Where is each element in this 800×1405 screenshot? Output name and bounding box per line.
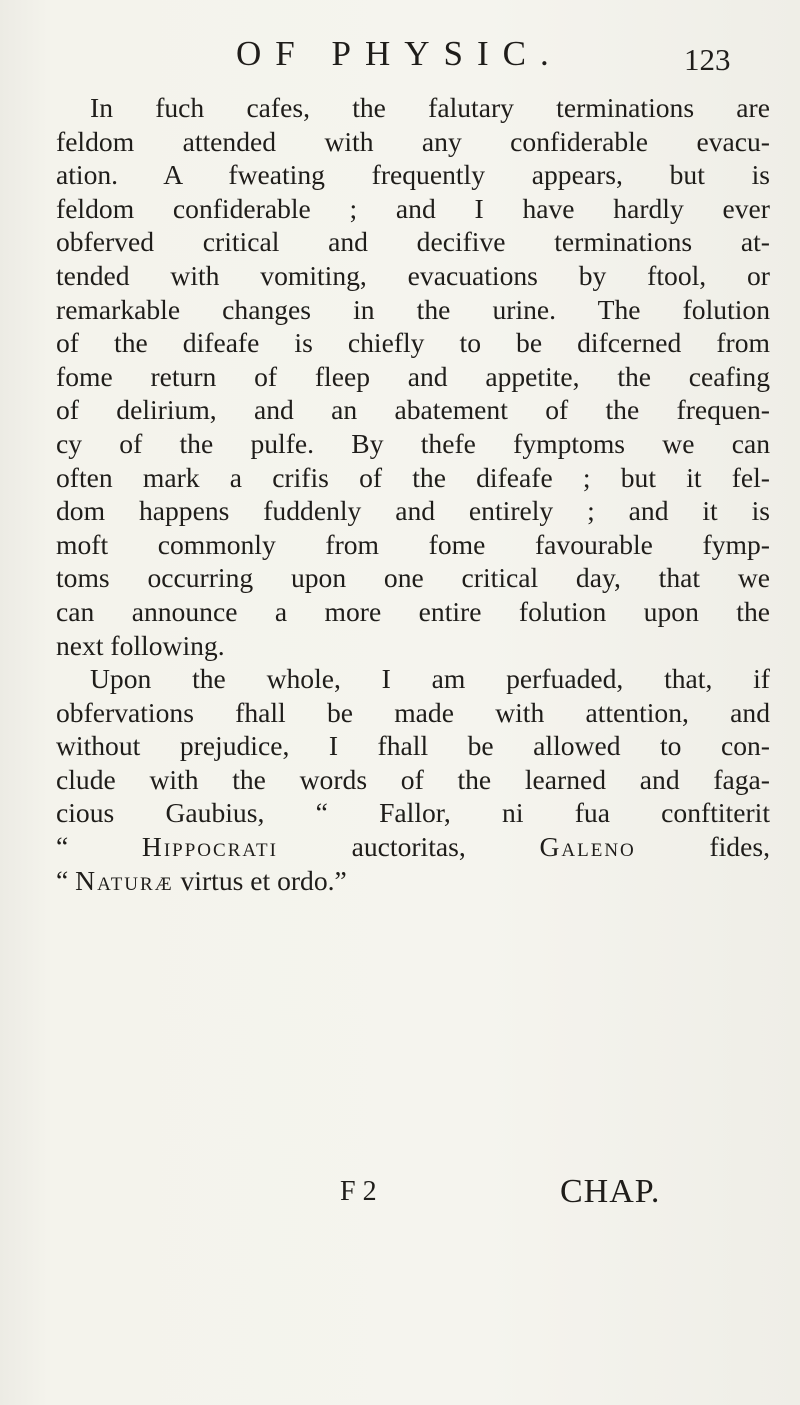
- text-line: Upon the whole, I am perfuaded, that, if: [90, 663, 770, 695]
- text-line: without prejudice, I fhall be allowed to con-: [56, 730, 770, 762]
- word-auctoritas: auctoritas,: [351, 831, 466, 863]
- text-line: remarkable changes in the urine. The folution: [56, 293, 770, 325]
- page-number: 123: [684, 42, 731, 77]
- name-naturae: Naturæ: [75, 864, 174, 896]
- running-head: [0, 34, 800, 84]
- text-line: of the difeafe is chiefly to be difcerned from: [56, 327, 770, 359]
- text-line-naturae: [56, 864, 770, 898]
- text-line: clude with the words of the learned and faga-: [56, 763, 770, 795]
- text-line: feldom confiderable ; and I have hardly ever: [56, 192, 770, 224]
- text-line: obfervations fhall be made with attention, and: [56, 696, 770, 728]
- text-line: cy of the pulfe. By thefe fymptoms we can: [56, 427, 770, 459]
- word-fides: fides,: [709, 831, 770, 863]
- text-line-hippocrati: [56, 830, 770, 864]
- catchword: CHAP.: [560, 1173, 661, 1210]
- paragraph-2: [56, 662, 770, 897]
- text-line: moft commonly from fome favourable fymp-: [56, 528, 770, 560]
- text-line: ation. A fweating frequently appears, but is: [56, 159, 770, 191]
- page-footer: [0, 1174, 800, 1214]
- name-galeno: Galeno: [539, 831, 636, 863]
- text-line: dom happens fuddenly and entirely ; and it is: [56, 495, 770, 527]
- text-line: obferved critical and decifive terminations at-: [56, 226, 770, 258]
- text-line: next following.: [56, 629, 225, 661]
- paragraph-1: [56, 91, 770, 662]
- quote-mark: “: [56, 831, 69, 863]
- text-line: feldom attended with any confiderable evacu-: [56, 125, 770, 157]
- text-line: tended with vomiting, evacuations by ftool, or: [56, 259, 770, 291]
- text-line: fome return of fleep and appetite, the ceafing: [56, 360, 770, 392]
- text-line: In fuch cafes, the falutary terminations are: [90, 92, 770, 123]
- signature-mark: F 2: [340, 1176, 377, 1207]
- body-text: [56, 91, 770, 897]
- text-line: can announce a more entire folution upon the: [56, 595, 770, 627]
- text-line: cious Gaubius, “ Fallor, ni fua conftiterit: [56, 797, 770, 829]
- text-line: often mark a crifis of the difeafe ; but it fel-: [56, 461, 770, 493]
- text-line: toms occurring upon one critical day, that we: [56, 562, 770, 594]
- name-hippocrati: Hippocrati: [141, 831, 278, 863]
- text-line: of delirium, and an abatement of the frequen-: [56, 394, 770, 426]
- closing-words: virtus et ordo.”: [180, 864, 347, 896]
- running-head-title: OF PHYSIC.: [236, 34, 563, 73]
- quote-mark: “: [56, 864, 69, 896]
